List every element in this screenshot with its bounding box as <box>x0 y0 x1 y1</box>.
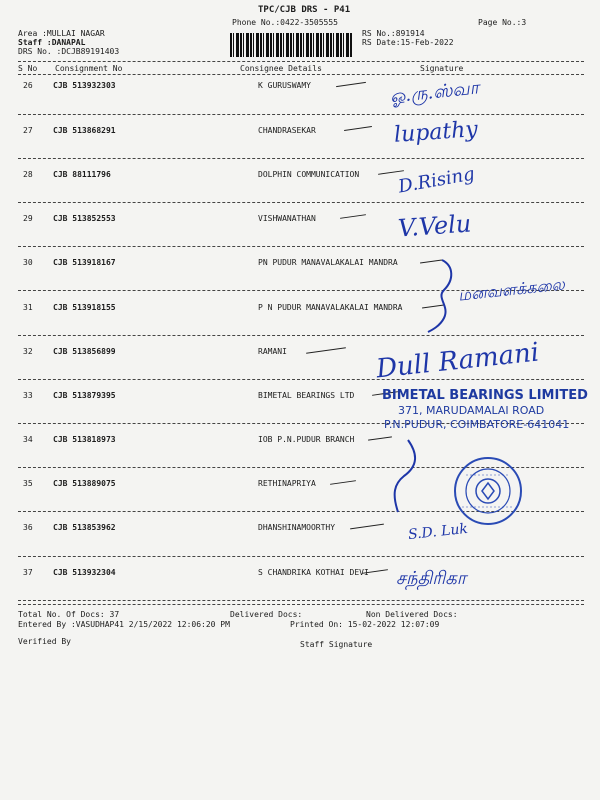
signature-28: D.Rising <box>396 163 477 198</box>
row-sno: 36 <box>23 523 33 532</box>
rs-number: RS No.:891914 <box>362 29 425 38</box>
signature-32: Dull Ramani <box>374 337 541 385</box>
row-consignee: S CHANDRIKA KOTHAI DEVI <box>258 568 369 577</box>
entered-by: Entered By :VASUDHAP41 2/15/2022 12:06:20 PM <box>18 620 230 629</box>
row-consignment: CJB 513918167 <box>53 258 116 267</box>
row-consignment: CJB 513818973 <box>53 435 116 444</box>
row-sno: 37 <box>23 568 33 577</box>
signature-30-31: மனவளக்கலை <box>457 274 566 305</box>
printed-on: Printed On: 15-02-2022 12:07:09 <box>290 620 440 629</box>
col-header-sno: S No <box>18 64 38 73</box>
row-sno: 34 <box>23 435 33 444</box>
table-row <box>0 81 600 93</box>
table-row <box>0 303 600 315</box>
row-sno: 31 <box>23 303 33 312</box>
row-consignment: CJB 513868291 <box>53 126 116 135</box>
col-header-signature: Signature <box>420 64 464 73</box>
signature-36: S.D. Luk <box>407 520 469 544</box>
table-row <box>0 126 600 138</box>
row-sno: 35 <box>23 479 33 488</box>
row-consignee: DHANSHINAMOORTHY <box>258 523 336 532</box>
row-divider <box>18 114 584 115</box>
footer-divider <box>18 604 584 605</box>
header-divider-top <box>18 61 584 62</box>
signature-29: V.Velu <box>397 209 473 243</box>
barcode-image <box>230 33 352 57</box>
table-row <box>0 170 600 182</box>
row-consignee: VISHWANATHAN <box>258 214 316 223</box>
col-header-consignment: Consignment No <box>55 64 123 73</box>
row-consignee: IOB P.N.PUDUR BRANCH <box>258 435 355 444</box>
row-divider <box>18 246 584 247</box>
company-stamp-name: BIMETAL BEARINGS LIMITED <box>382 388 588 403</box>
row-sno: 29 <box>23 214 33 223</box>
row-consignee: BIMETAL BEARINGS LTD <box>258 391 355 400</box>
row-sno: 26 <box>23 81 33 90</box>
row-sno: 28 <box>23 170 33 179</box>
row-consignment: CJB 513918155 <box>53 303 116 312</box>
non-delivered-docs: Non Delivered Docs: <box>366 610 458 619</box>
bank-seal-icon <box>452 455 524 527</box>
row-divider <box>18 379 584 380</box>
table-row <box>0 435 600 447</box>
row-divider <box>18 202 584 203</box>
row-divider <box>18 556 584 557</box>
area-label: Area :MULLAI NAGAR <box>18 29 105 38</box>
row-consignment: CJB 513932303 <box>53 81 116 90</box>
row-divider <box>18 158 584 159</box>
row-consignee: PN PUDUR MANAVALAKALAI MANDRA <box>258 258 398 267</box>
verified-by: Verified By <box>18 637 71 646</box>
company-stamp-address: 371, MARUDAMALAI ROAD <box>398 404 545 417</box>
phone-number: Phone No.:0422-3505555 <box>232 18 338 27</box>
row-consignee: CHANDRASEKAR <box>258 126 316 135</box>
row-divider <box>18 600 584 601</box>
row-sno: 33 <box>23 391 33 400</box>
row-consignment: CJB 513852553 <box>53 214 116 223</box>
header-divider-bottom <box>18 74 584 75</box>
total-docs: Total No. Of Docs: 37 <box>18 610 120 619</box>
row-sno: 30 <box>23 258 33 267</box>
delivered-docs: Delivered Docs: <box>230 610 303 619</box>
company-stamp-city: P.N.PUDUR, COIMBATORE-641041 <box>384 418 570 431</box>
row-consignee: P N PUDUR MANAVALAKALAI MANDRA <box>258 303 403 312</box>
signature-27: lupathy <box>393 117 479 148</box>
table-row <box>0 214 600 226</box>
drs-number: DRS No. :DCJB89191403 <box>18 47 120 56</box>
signature-bracket-stroke <box>424 256 464 336</box>
signature-37: சந்திரிகா <box>396 568 467 589</box>
row-consignee: RAMANI <box>258 347 287 356</box>
row-consignment: CJB 513856899 <box>53 347 116 356</box>
row-divider <box>18 335 584 336</box>
row-consignment: CJB 88111796 <box>53 170 111 179</box>
row-consignee: RETHINAPRIYA <box>258 479 316 488</box>
row-consignee: DOLPHIN COMMUNICATION <box>258 170 360 179</box>
rs-date: RS Date:15-Feb-2022 <box>362 38 454 47</box>
row-consignment: CJB 513853962 <box>53 523 116 532</box>
staff-label: Staff :DANAPAL <box>18 38 86 47</box>
signature-26: ஓ.ரு.ஸ்வா <box>389 77 480 108</box>
row-consignee: K GURUSWAMY <box>258 81 311 90</box>
row-sno: 27 <box>23 126 33 135</box>
row-consignment: CJB 513879395 <box>53 391 116 400</box>
signature-34-stroke <box>384 436 424 516</box>
row-consignment: CJB 513889075 <box>53 479 116 488</box>
col-header-consignee: Consignee Details <box>240 64 322 73</box>
report-title: TPC/CJB DRS - P41 <box>258 5 351 15</box>
table-row <box>0 258 600 270</box>
page-number: Page No.:3 <box>478 18 527 27</box>
table-row <box>0 568 600 580</box>
row-consignment: CJB 513932304 <box>53 568 116 577</box>
staff-signature: Staff Signature <box>300 640 373 649</box>
row-sno: 32 <box>23 347 33 356</box>
